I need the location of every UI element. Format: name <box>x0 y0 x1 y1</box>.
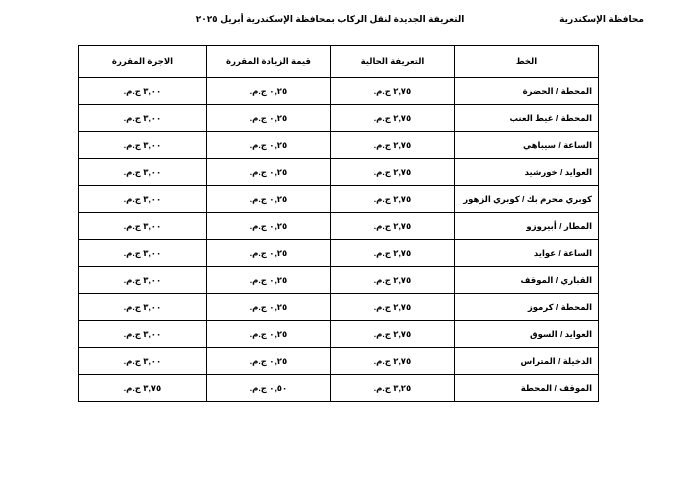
cell-new-fare: ٣,٠٠ ج.م. <box>79 105 207 132</box>
table-row <box>79 294 599 321</box>
cell-line: الساعة / سيباهي <box>455 132 599 159</box>
table-row <box>79 186 599 213</box>
table-row <box>79 348 599 375</box>
cell-increase: ٠,٢٥ ج.م. <box>207 267 331 294</box>
cell-current-fare: ٢,٧٥ ج.م. <box>331 78 455 105</box>
cell-current-fare: ٢,٧٥ ج.م. <box>331 348 455 375</box>
header-line: الخط <box>455 46 599 78</box>
cell-new-fare: ٣,٠٠ ج.م. <box>79 321 207 348</box>
cell-increase: ٠,٢٥ ج.م. <box>207 105 331 132</box>
table-row <box>79 267 599 294</box>
table-row <box>79 159 599 186</box>
fare-table <box>78 45 599 402</box>
cell-new-fare: ٣,٠٠ ج.م. <box>79 213 207 240</box>
governorate-label: محافظة الإسكندرية <box>559 14 644 24</box>
cell-current-fare: ٣,٢٥ ج.م. <box>331 375 455 402</box>
cell-current-fare: ٢,٧٥ ج.م. <box>331 321 455 348</box>
cell-line: المحطة / الحضرة <box>455 78 599 105</box>
cell-increase: ٠,٢٥ ج.م. <box>207 321 331 348</box>
cell-increase: ٠,٢٥ ج.م. <box>207 132 331 159</box>
cell-new-fare: ٣,٧٥ ج.م. <box>79 375 207 402</box>
cell-new-fare: ٣,٠٠ ج.م. <box>79 348 207 375</box>
table-row <box>79 240 599 267</box>
cell-new-fare: ٣,٠٠ ج.م. <box>79 159 207 186</box>
cell-current-fare: ٢,٧٥ ج.م. <box>331 159 455 186</box>
cell-line: العوايد / خورشيد <box>455 159 599 186</box>
cell-line: القباري / الموقف <box>455 267 599 294</box>
cell-line: المحطة / كرموز <box>455 294 599 321</box>
cell-line: كوبري محرم بك / كوبري الزهور <box>455 186 599 213</box>
table-row <box>79 321 599 348</box>
header-new-fare: الاجرة المقررة <box>79 46 207 78</box>
cell-new-fare: ٣,٠٠ ج.م. <box>79 240 207 267</box>
fare-table-body <box>79 78 599 402</box>
header-increase: قيمة الزيادة المقررة <box>207 46 331 78</box>
cell-line: المحطة / غيط العنب <box>455 105 599 132</box>
cell-new-fare: ٣,٠٠ ج.م. <box>79 267 207 294</box>
cell-new-fare: ٣,٠٠ ج.م. <box>79 294 207 321</box>
cell-current-fare: ٢,٧٥ ج.م. <box>331 267 455 294</box>
cell-current-fare: ٢,٧٥ ج.م. <box>331 105 455 132</box>
cell-current-fare: ٢,٧٥ ج.م. <box>331 294 455 321</box>
table-header-row <box>79 46 599 78</box>
cell-line: المطار / أبيروزو <box>455 213 599 240</box>
table-row <box>79 132 599 159</box>
cell-new-fare: ٣,٠٠ ج.م. <box>79 78 207 105</box>
cell-increase: ٠,٢٥ ج.م. <box>207 78 331 105</box>
cell-increase: ٠,٢٥ ج.م. <box>207 348 331 375</box>
cell-current-fare: ٢,٧٥ ج.م. <box>331 132 455 159</box>
cell-increase: ٠,٢٥ ج.م. <box>207 159 331 186</box>
cell-line: الساعة / عوايد <box>455 240 599 267</box>
cell-increase: ٠,٥٠ ج.م. <box>207 375 331 402</box>
cell-increase: ٠,٢٥ ج.م. <box>207 186 331 213</box>
cell-current-fare: ٢,٧٥ ج.م. <box>331 240 455 267</box>
cell-increase: ٠,٢٥ ج.م. <box>207 213 331 240</box>
table-row <box>79 105 599 132</box>
document-title: التعريفة الجديدة لنقل الركاب بمحافظة الإسكندرية أبريل ٢٠٢٥ <box>195 14 465 24</box>
table-row <box>79 375 599 402</box>
cell-line: الدخيلة / المتراس <box>455 348 599 375</box>
cell-increase: ٠,٢٥ ج.م. <box>207 294 331 321</box>
cell-line: العوايد / السوق <box>455 321 599 348</box>
cell-current-fare: ٢,٧٥ ج.م. <box>331 186 455 213</box>
cell-line: الموقف / المحطة <box>455 375 599 402</box>
table-row <box>79 78 599 105</box>
table-row <box>79 213 599 240</box>
cell-increase: ٠,٢٥ ج.م. <box>207 240 331 267</box>
cell-new-fare: ٣,٠٠ ج.م. <box>79 132 207 159</box>
cell-current-fare: ٢,٧٥ ج.م. <box>331 213 455 240</box>
cell-new-fare: ٣,٠٠ ج.م. <box>79 186 207 213</box>
header-current-fare: التعريفة الحالية <box>331 46 455 78</box>
